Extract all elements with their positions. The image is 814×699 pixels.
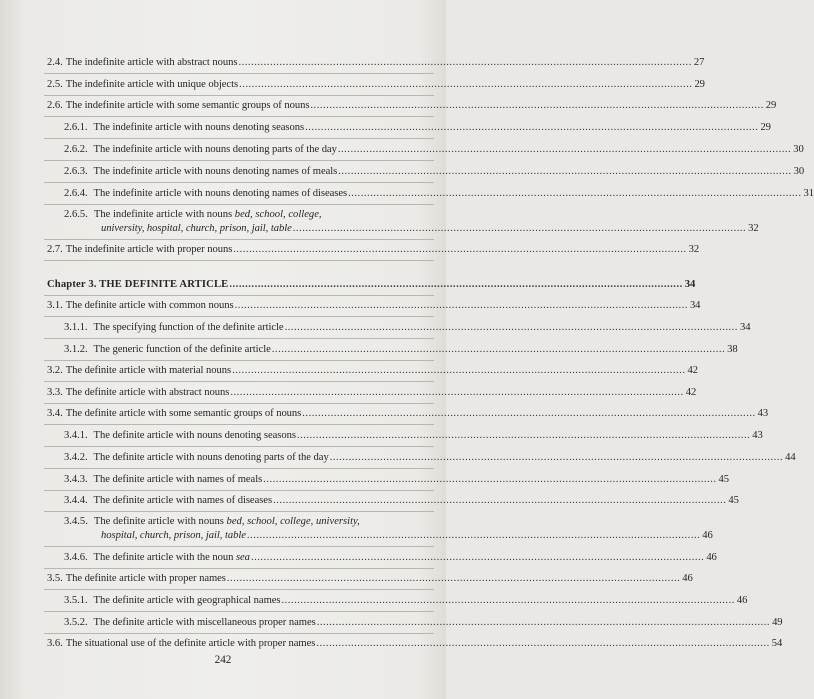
dot-leader: [235, 299, 688, 312]
dot-leader: [230, 386, 683, 399]
entry-number: 3.4.5.: [64, 516, 88, 527]
entry-number: 3.1.: [47, 300, 63, 311]
row-divider: [44, 381, 434, 382]
entry-page-number: 46: [682, 573, 693, 584]
entry-title: The indefinite article with nouns denoting parts of the day: [93, 144, 337, 155]
dot-leader: [338, 165, 791, 178]
entry-page-number: 42: [685, 387, 697, 398]
row-divider: [44, 611, 434, 612]
row-divider: [44, 633, 434, 634]
entry-title: The generic function of the definite article: [93, 344, 271, 355]
entry-page-number: 31: [803, 188, 814, 199]
entry-number: 3.6.: [47, 638, 63, 649]
dot-leader: [338, 143, 791, 156]
row-divider: [44, 490, 434, 491]
toc-entry-3-2[interactable]: [47, 364, 698, 377]
dot-leader: [330, 451, 783, 464]
row-divider: [44, 511, 434, 512]
toc-entry-3-4-5-line2[interactable]: [101, 529, 713, 542]
entry-page-number: 30: [793, 166, 805, 177]
row-divider: [44, 138, 434, 139]
toc-entry-2-6-3[interactable]: [64, 165, 805, 178]
dot-leader: [272, 343, 725, 356]
row-divider: [44, 295, 434, 296]
dot-leader: [227, 572, 680, 585]
toc-entry-2-6-5-line2[interactable]: [101, 222, 759, 235]
entry-title: The definite article with geographical names: [93, 595, 281, 606]
row-divider: [44, 424, 434, 425]
dot-leader: [285, 321, 738, 334]
toc-entry-3-1-2[interactable]: [64, 343, 738, 356]
row-divider: [44, 160, 434, 161]
entry-number: 3.3.: [47, 387, 63, 398]
toc-entry-3-4-3[interactable]: [64, 473, 730, 486]
entry-title: The definite article with miscellaneous proper names: [93, 617, 316, 628]
entry-title: The indefinite article with nouns denoting seasons: [93, 122, 305, 133]
toc-entry-3-4[interactable]: [47, 407, 769, 420]
entry-number: 3.4.6.: [64, 552, 88, 563]
row-divider: [44, 95, 434, 96]
entry-title: The definite article with some semantic groups of nouns: [65, 408, 302, 419]
entry-number: 2.6.2.: [64, 144, 88, 155]
entry-title-plain: The definite article with nouns: [93, 516, 227, 527]
entry-title: The indefinite article with nouns denoting names of diseases: [93, 188, 348, 199]
entry-title-plain: The indefinite article with nouns: [93, 209, 235, 220]
row-divider: [44, 316, 434, 317]
toc-entry-2-5[interactable]: [47, 78, 705, 91]
entry-page-number: 54: [771, 638, 783, 649]
toc-entry-3-1[interactable]: [47, 299, 701, 312]
entry-page-number: 45: [718, 474, 730, 485]
entry-number: 3.5.2.: [64, 617, 88, 628]
toc-entry-2-6-5-line1[interactable]: [64, 208, 322, 221]
entry-title-plain: The definite article with the noun: [93, 552, 236, 563]
entry-title-italic: bed, school, college, university,: [226, 516, 360, 527]
entry-title: The definite article with common nouns: [65, 300, 234, 311]
row-divider: [44, 568, 434, 569]
entry-number: 3.4.3.: [64, 474, 88, 485]
entry-page-number: 45: [728, 495, 739, 506]
entry-title: [94, 551, 250, 564]
dot-leader: [302, 407, 755, 420]
toc-entry-3-4-4[interactable]: [64, 494, 739, 507]
row-divider: [44, 204, 434, 205]
toc-chapter-3[interactable]: [47, 278, 696, 291]
entry-number: 2.5.: [47, 79, 63, 90]
entry-number: 3.4.1.: [64, 430, 88, 441]
dot-leader: [239, 78, 692, 91]
entry-title: The definite article with material nouns: [65, 365, 232, 376]
entry-title-italic: sea: [235, 552, 250, 563]
entry-page-number: 43: [757, 408, 769, 419]
entry-number: 2.6.: [47, 100, 63, 111]
entry-page-number: 34: [739, 322, 751, 333]
toc-entry-3-5-2[interactable]: [64, 616, 783, 629]
entry-page-number: 46: [702, 530, 713, 541]
row-divider: [44, 239, 434, 240]
dot-leader: [238, 56, 691, 69]
dot-leader: [293, 222, 746, 235]
entry-number: 3.1.2.: [64, 344, 88, 355]
entry-page-number: 46: [736, 595, 748, 606]
toc-entry-2-6[interactable]: [47, 99, 777, 112]
entry-number: 2.6.3.: [64, 166, 88, 177]
entry-number: 3.5.1.: [64, 595, 88, 606]
entry-number: 3.4.2.: [64, 452, 88, 463]
entry-page-number: 34: [689, 300, 701, 311]
row-divider: [44, 360, 434, 361]
row-divider: [44, 338, 434, 339]
toc-entry-3-5-1[interactable]: [64, 594, 748, 607]
toc-entry-3-4-5-line1[interactable]: [64, 515, 360, 528]
entry-title: The definite article with nouns denoting seasons: [93, 430, 296, 441]
page-number: 242: [214, 654, 232, 666]
entry-page-number: 43: [752, 430, 763, 441]
dot-leader: [229, 278, 682, 291]
toc-entry-2-7[interactable]: [47, 243, 700, 256]
entry-number: 2.6.4.: [64, 188, 88, 199]
entry-page-number: 32: [688, 244, 700, 255]
dot-leader: [317, 616, 770, 629]
dot-leader: [305, 121, 758, 134]
dot-leader: [316, 637, 769, 650]
entry-number: 2.4.: [47, 57, 63, 68]
entry-title: The indefinite article with nouns denoting names of meals: [93, 166, 338, 177]
entry-number: 2.7.: [47, 244, 63, 255]
toc-entry-2-4[interactable]: [47, 56, 705, 69]
toc-entry-3-3[interactable]: [47, 386, 697, 399]
entry-page-number: 44: [785, 452, 796, 463]
toc-entry-3-6[interactable]: [47, 637, 783, 650]
entry-title-italic: bed, school, college,: [234, 209, 322, 220]
entry-title-continuation: hospital, church, prison, jail, table: [101, 530, 246, 541]
entry-page-number: 46: [706, 552, 717, 563]
entry-number: 2.6.5.: [64, 209, 88, 220]
entry-page-number: 29: [765, 100, 777, 111]
row-divider: [44, 446, 434, 447]
row-divider: [44, 73, 434, 74]
entry-number: 3.1.1.: [64, 322, 88, 333]
entry-number: 3.4.4.: [64, 495, 88, 506]
dot-leader: [310, 99, 763, 112]
entry-title: The indefinite article with unique objects: [65, 79, 239, 90]
entry-title: The definite article with proper names: [65, 573, 226, 584]
entry-number: 3.5.: [47, 573, 63, 584]
row-divider: [44, 589, 434, 590]
row-divider: [44, 116, 434, 117]
dot-leader: [281, 594, 734, 607]
entry-title: The indefinite article with abstract nouns: [65, 57, 238, 68]
entry-title: The definite article with names of meals: [93, 474, 263, 485]
entry-page-number: 34: [684, 279, 696, 290]
toc-entry-2-6-4[interactable]: [64, 187, 814, 200]
entry-page-number: 32: [748, 223, 759, 234]
row-divider: [44, 260, 434, 261]
toc-entry-3-4-2[interactable]: [64, 451, 796, 464]
entry-page-number: 27: [693, 57, 705, 68]
entry-number: 3.2.: [47, 365, 63, 376]
toc-entry-3-1-1[interactable]: [64, 321, 751, 334]
entry-page-number: 38: [727, 344, 738, 355]
entry-page-number: 42: [687, 365, 698, 376]
row-divider: [44, 468, 434, 469]
entry-title: The indefinite article with proper nouns: [65, 244, 233, 255]
toc-entry-3-5[interactable]: [47, 572, 693, 585]
entry-page-number: 29: [694, 79, 705, 90]
dot-leader: [348, 187, 801, 200]
dot-leader: [247, 529, 700, 542]
entry-title-continuation: university, hospital, church, prison, jail, table: [101, 223, 292, 234]
entry-title: The specifying function of the definite article: [93, 322, 284, 333]
entry-number: 2.6.1.: [64, 122, 88, 133]
entry-title: The indefinite article with some semantic groups of nouns: [65, 100, 310, 111]
dot-leader: [232, 364, 685, 377]
dot-leader: [251, 551, 704, 564]
entry-page-number: 30: [793, 144, 804, 155]
toc-entry-3-4-6[interactable]: [64, 551, 717, 564]
entry-title: The definite article with nouns denoting parts of the day: [93, 452, 329, 463]
entry-title: The definite article with abstract nouns: [65, 387, 230, 398]
row-divider: [44, 182, 434, 183]
toc-entry-3-4-1[interactable]: [64, 429, 763, 442]
dot-leader: [233, 243, 686, 256]
toc-entry-2-6-1[interactable]: [64, 121, 771, 134]
dot-leader: [263, 473, 716, 486]
entry-page-number: 29: [760, 122, 771, 133]
toc-entry-2-6-2[interactable]: [64, 143, 804, 156]
row-divider: [44, 546, 434, 547]
entry-title: The situational use of the definite article with proper names: [65, 638, 316, 649]
entry-page-number: 49: [772, 617, 783, 628]
row-divider: [44, 403, 434, 404]
chapter-title: Chapter 3. THE DEFINITE ARTICLE: [47, 279, 229, 290]
dot-leader: [297, 429, 750, 442]
dot-leader: [273, 494, 726, 507]
entry-number: 3.4.: [47, 408, 63, 419]
entry-title: The definite article with names of diseases: [93, 495, 273, 506]
